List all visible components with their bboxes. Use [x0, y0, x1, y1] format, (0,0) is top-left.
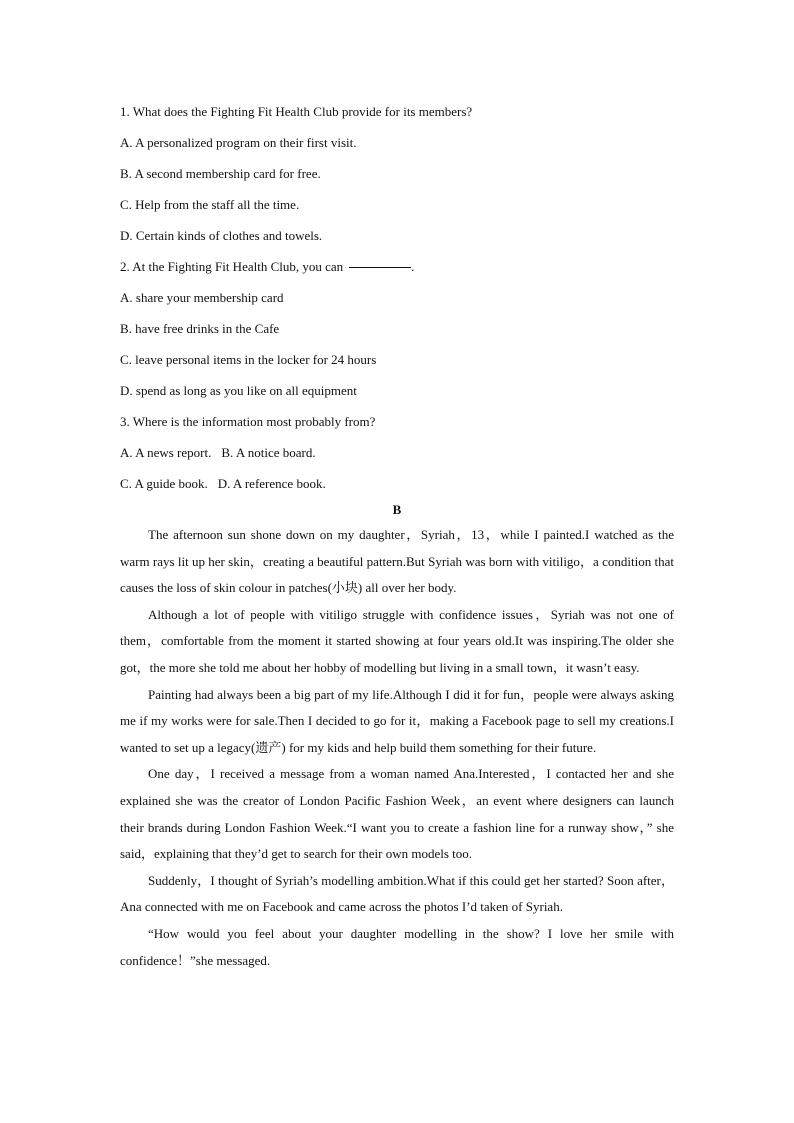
answer-option: A. share your membership card — [120, 290, 284, 305]
answer-option: D. spend as long as you like on all equipment — [120, 383, 357, 398]
passage-paragraph: Painting had always been a big part of my life.Although I did it for fun，people were always asking me if my works were for sale.Then I decided to go for it，making a Facebook page to sell my creations.I wanted to set up a legacy(遗产) for my kids and help build them something for their future. — [120, 686, 674, 755]
answer-option: B. A second membership card for free. — [120, 166, 321, 181]
answer-option: A. A personalized program on their first visit. — [120, 135, 357, 150]
answer-option: D. Certain kinds of clothes and towels. — [120, 228, 323, 243]
question-stem: 2. At the Fighting Fit Health Club, you can — [120, 259, 344, 274]
answer-option: C. leave personal items in the locker for 24 hours — [120, 352, 377, 367]
answer-option-row — [120, 443, 680, 474]
answer-option: A. A news report. — [120, 445, 212, 460]
question-stem: 1. What does the Fighting Fit Health Club provide for its members? — [120, 104, 473, 119]
question-list — [120, 102, 680, 505]
answer-option: C. A guide book. — [120, 476, 208, 491]
passage-paragraph: Although a lot of people with vitiligo struggle with confidence issues，Syriah was not one of them，comfortable from the moment it started showing at four years old.It was inspiring.The older she got，the more she told me about her hobby of modelling but living in a small town，it wasn’t easy. — [120, 606, 674, 675]
passage-paragraph: One day，I received a message from a woman named Ana.Interested，I contacted her and she explained she was the creator of London Pacific Fashion Week，an event where designers can launch their brands during London Fashion Week.“I want you to create a fashion line for a runway show，” she said，explaining that they’d get to search for their own models too. — [120, 766, 674, 862]
passage-paragraph: Suddenly，I thought of Syriah’s modelling ambition.What if this could get her started? Soon after，Ana connected with me on Facebook and came across the photos I’d taken of Syriah. — [120, 872, 674, 915]
answer-option: C. Help from the staff all the time. — [120, 197, 300, 212]
answer-blank — [349, 267, 411, 268]
answer-option: B. A notice board. — [221, 445, 316, 460]
passage-paragraph: “How would you feel about your daughter modelling in the show? I love her smile with confidence！”she messaged. — [120, 925, 674, 968]
section-title: B — [392, 502, 402, 517]
question-stem-line: 2. At the Fighting Fit Health Club, you can . — [120, 259, 415, 274]
passage-paragraph: The afternoon sun shone down on my daughter，Syriah，13，while I painted.I watched as the warm rays lit up her skin，creating a beautiful pattern.But Syriah was born with vitiligo，a condition that causes the loss of skin colour in patches(小块) all over her body. — [120, 527, 674, 596]
answer-option: B. have free drinks in the Cafe — [120, 321, 280, 336]
answer-option: D. A reference book. — [217, 476, 326, 491]
question-stem: 3. Where is the information most probably from? — [120, 414, 376, 429]
reading-passage — [120, 522, 674, 974]
